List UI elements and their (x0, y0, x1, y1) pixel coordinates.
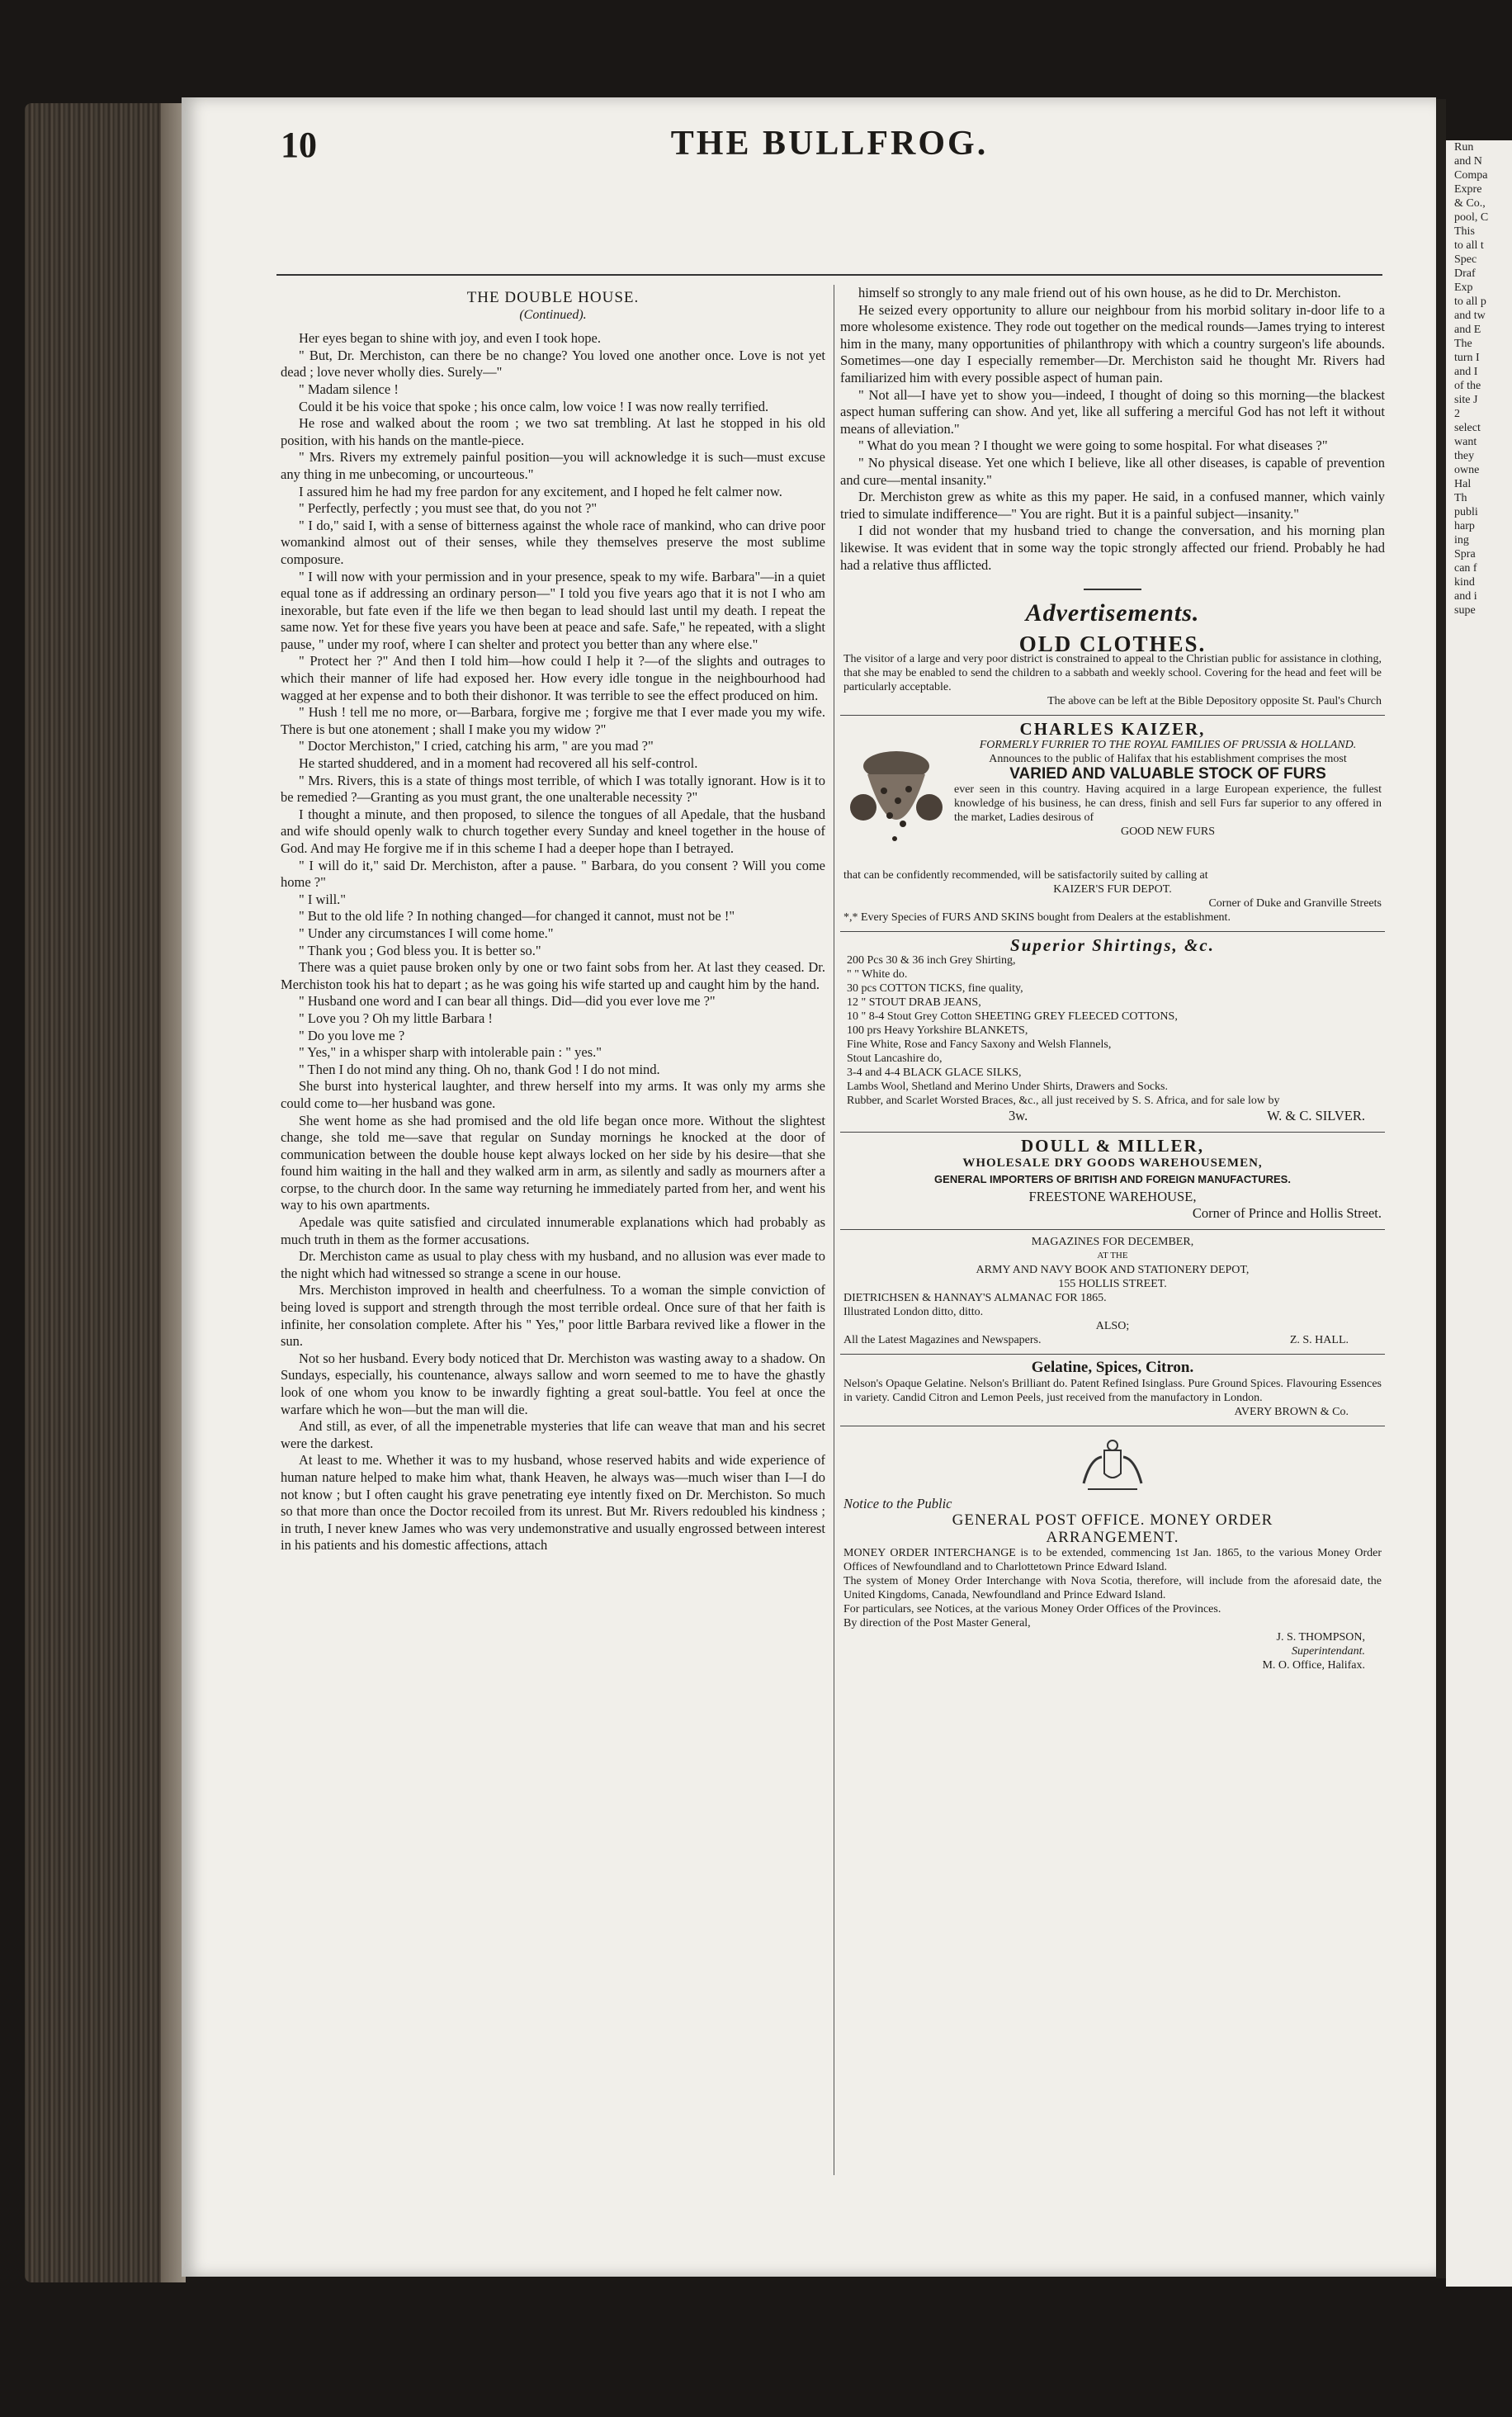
story-paragraph: Dr. Merchiston grew as white as this my paper. He said, in a confused manner, which vainly tried to simulate indifference—" You are right. But it is a painful subject—insanity." (840, 489, 1385, 522)
story-paragraph: " Doctor Merchiston," I cried, catching his arm, " are you mad ?" (299, 738, 654, 754)
story-paragraph: " Hush ! tell me no more, or—Barbara, forgive me ; forgive me that I ever made you my wife. There is but one atonement ; shall I make you my widow ?" (281, 704, 825, 737)
next-page-line: turn I (1454, 352, 1480, 364)
next-page-line: and tw (1454, 310, 1486, 322)
story-paragraph: " Husband one word and I can bear all things. Did—did you ever love me ?" (299, 993, 716, 1010)
story-paragraph: " Mrs. Rivers, this is a state of things most terrible, of which I was totally ignorant. How is it to be remedied ?—Granting as you must grant, the one unalterable necessity ?" (281, 772, 825, 806)
next-page-line: want (1454, 436, 1477, 448)
next-page-line: can f (1454, 562, 1477, 575)
story-paragraph: " Love you ? Oh my little Barbara ! (299, 1010, 493, 1026)
ad-item: 100 prs Heavy Yorkshire BLANKETS, (847, 1024, 1028, 1038)
next-page-line: Exp (1454, 281, 1473, 294)
ad-magazines (840, 1230, 1385, 1355)
story-paragraph: Could it be his voice that spoke ; his once calm, low voice ! I was now really terrified. (299, 398, 769, 414)
ad-line: WHOLESALE DRY GOODS WAREHOUSEMEN, (962, 1156, 1263, 1170)
story-paragraph: " No physical disease. Yet one which I believe, like all other diseases, is capable of prevention and cure—mental insanity." (840, 454, 1385, 488)
story-paragraph: " Protect her ?" And then I told him—how could I help it ?—of the slights and outrages to which their manner of life had exposed her. How every idle tongue in the neighbourhood had wagged at her expense and to both their dishonor. It was terrible to see the effect produced on him. (281, 653, 825, 703)
ad-title: Notice to the Public (843, 1495, 952, 1511)
ad-item-list (843, 953, 1382, 1108)
ad-item: Stout Lancashire do, (847, 1052, 943, 1066)
story-paragraph: Her eyes began to shine with joy, and even I took hope. (299, 330, 601, 347)
story-column (281, 285, 825, 1554)
next-page-line: Spra (1454, 548, 1476, 560)
ad-item: 30 pcs COTTON TICKS, fine quality, (847, 982, 1023, 996)
next-page-line: Expre (1454, 183, 1482, 196)
next-page-line: to all p (1454, 296, 1486, 308)
story-paragraph: I thought a minute, and then proposed, to silence the tongues of all Apedale, that the husband and wife should openly walk to church together every Sunday and kneel together in the house of God. And may He forgive me if in this scheme I had a deeper hope than I betrayed. (281, 806, 825, 856)
ad-item: 12 " STOUT DRAB JEANS, (847, 996, 981, 1010)
next-page-line: and I (1454, 366, 1478, 378)
story-paragraph: " I will." (299, 891, 347, 907)
next-page-line: & Co., (1454, 197, 1486, 210)
ad-line: GENERAL IMPORTERS OF BRITISH AND FOREIGN MANUFACTURES. (934, 1173, 1291, 1186)
next-page-line: publi (1454, 506, 1478, 518)
story-paragraph: At least to me. Whether it was to my husband, whose reserved habits and wide experience of human nature helped to make him what, thank Heaven, he always was—much wiser than I—I do not know ; but I often caught his grave penetrating eye intently fixed on Dr. Merchiston. So much so that more than once the Doctor recoiled from its unrest. But Mr. Rivers redoubled his kindness ; in truth, I never knew James who was very undemonstrative and usually engrossed between interest in his patients and his domestic affections, attach (281, 1452, 825, 1554)
ad-address: Corner of Duke and Granville Streets (1208, 896, 1382, 910)
ad-seller: Z. S. HALL. (1289, 1334, 1349, 1347)
story-paragraph: " Do you love me ? (299, 1027, 405, 1043)
ad-goods: GOOD NEW FURS (1120, 825, 1216, 839)
next-page-line: and N (1454, 155, 1482, 168)
ad-furs-headline: VARIED AND VALUABLE STOCK OF FURS (1009, 764, 1326, 783)
story-paragraph: " I will do it," said Dr. Merchiston, after a pause. " Barbara, do you consent ? Will you come home ?" (281, 857, 825, 891)
next-page-line: Hal (1454, 478, 1472, 490)
ad-body: The visitor of a large and very poor district is constrained to appeal to the Christian public for assistance in clothing, that she may be enabled to send the children to a sabbath and weekly school. Covering for the head and feet will be particularly acceptable. (843, 653, 1382, 694)
ad-item: 3-4 and 4-4 BLACK GLACE SILKS, (847, 1067, 1022, 1080)
ad-doull-miller (840, 1133, 1385, 1230)
ad-almanac: DIETRICHSEN & HANNAY'S ALMANAC FOR 1865. (843, 1292, 1107, 1305)
ad-gelatine (840, 1355, 1385, 1426)
next-page-line: The (1454, 338, 1472, 350)
next-page-line: Draf (1454, 267, 1476, 280)
next-page-line: Run (1454, 141, 1474, 154)
ad-paragraph: The system of Money Order Interchange with Nova Scotia, therefore, will include from the aforesaid date, the United Kingdoms, Canada, Newfoundland and Prince Edward Island. (843, 1575, 1382, 1602)
next-page-line: and E (1454, 324, 1481, 336)
ad-kaizer (840, 716, 1385, 932)
next-page-line: select (1454, 422, 1481, 434)
ad-title: CHARLES KAIZER, (1019, 719, 1206, 740)
ad-body: ever seen in this country. Having acquired in a large European experience, the fullest knowledge of his business, he can dress, finish and sell Furs far superior to any offered in the market, Ladies desirous of (954, 783, 1382, 825)
ad-title: MAGAZINES FOR DECEMBER, (1031, 1236, 1194, 1249)
royal-arms-icon (1075, 1438, 1150, 1496)
story-paragraph: I assured him he had my free pardon for any excitement, and I hoped he felt calmer now. (299, 483, 782, 499)
story-paragraph: " Perfectly, perfectly ; you must see that, do you not ?" (299, 500, 598, 517)
page-number: 10 (281, 125, 317, 165)
ad-direction: By direction of the Post Master General, (843, 1617, 1031, 1630)
story-paragraph: " But to the old life ? In nothing changed—for changed it cannot, must not be !" (299, 908, 735, 925)
story-paragraph: He seized every opportunity to allure our neighbour from his morbid solitary in-door life to a more wholesome existence. They rode out together on the medical rounds—James trying to interest him in the many, many opportunities of philanthropy with which a country surgeon's life abounds. Sometimes—one day I especially remember—Dr. Merchiston said he thought Mr. Rivers had familiarized him with every possible aspect of human pain. (840, 301, 1385, 385)
story-paragraph: " Madam silence ! (299, 381, 399, 397)
header-rule (276, 274, 1382, 276)
story-paragraph: Mrs. Merchiston improved in health and cheerfulness. To a woman the simple conviction of being loved is support and strength through the most terrible ordeal. Once sure of that her faith is infinite, her consolation complete. After his " Yes," poor little Barbara revived like a flower in the sun. (281, 1282, 825, 1350)
ad-illustrated: Illustrated London ditto, ditto. (843, 1306, 984, 1319)
story-continued: (Continued). (519, 307, 587, 322)
story-paragraph: " Mrs. Rivers my extremely painful position—you will acknowledge it is such—must excuse any thing in me unbecoming, or uncourteous." (281, 449, 825, 482)
ad-footer: *,* Every Species of FURS AND SKINS bought from Dealers at the establishment. (843, 911, 1231, 924)
story-paragraph: " Yes," in a whisper sharp with intolerable pain : " yes." (299, 1044, 602, 1061)
story-paragraph: He started shuddered, and in a moment had recovered all his self-control. (299, 755, 698, 772)
next-page-line: they (1454, 450, 1475, 462)
next-page-line: Spec (1454, 253, 1477, 266)
story-paragraph: " Thank you ; God bless you. It is better so." (299, 942, 541, 958)
story-paragraph: Apedale was quite satisfied and circulated innumerable explanations which had probably as much truth in them as the former accusations. (281, 1214, 825, 1247)
ad-depot: KAIZER'S FUR DEPOT. (1053, 882, 1172, 896)
ad-paragraph: MONEY ORDER INTERCHANGE is to be extended, commencing 1st Jan. 1865, to the various Money Order Offices of Newfoundland and to Charlottetown Prince Edward Island. (843, 1547, 1382, 1574)
ad-depot: ARMY AND NAVY BOOK AND STATIONERY DEPOT, (976, 1264, 1250, 1277)
story-paragraph: " But, Dr. Merchiston, can there be no change? You loved one another once. Love is not yet dead ; love never wholly dies. Surely—" (281, 347, 825, 381)
next-page-line: Compa (1454, 169, 1488, 182)
ad-body: Nelson's Opaque Gelatine. Nelson's Brilliant do. Patent Refined Isinglass. Pure Ground Spices. Flavouring Essences in variety. Candid Citron and Lemon Peels, just received from the manufactory in London. (843, 1377, 1382, 1404)
story-paragraph: " I will now with your permission and in your presence, speak to my wife. Barbara"—in a quiet equal tone as if addressing an ordinary person—" I told you five years ago that it is not I who am inexorable, but fate even if the life we then began to lead should last until my death. I repeat the same now. Yet for these five years you have been at peace and safe. Safe," he repeated, with a slight pause, " under my roof, where I can shelter and protect you better than any where else." (281, 568, 825, 652)
story-paragraph: " Under any circumstances I will come home." (299, 925, 554, 941)
story-paragraph: " What do you mean ? I thought we were going to some hospital. For what diseases ?" (858, 438, 1328, 454)
ad-line: ARRANGEMENT. (1046, 1528, 1179, 1546)
next-page-line: 2 (1454, 408, 1460, 420)
next-page-line: owne (1454, 464, 1480, 476)
ad-item: " " White do. (847, 968, 908, 981)
ad-also: ALSO; (1095, 1320, 1130, 1333)
ad-latest: All the Latest Magazines and Newspapers. (843, 1334, 1042, 1347)
ad-item: 10 " 8-4 Stout Grey Cotton SHEETING GREY FLEECED COTTONS, (847, 1010, 1178, 1024)
newspaper-title: THE BULLFROG. (670, 125, 989, 163)
next-page-line: pool, C (1454, 211, 1489, 224)
ad-subtitle: FORMERLY FURRIER TO THE ROYAL FAMILIES OF PRUSSIA & HOLLAND. (979, 738, 1357, 751)
ad-note: The above can be left at the Bible Depository opposite St. Paul's Church (1047, 695, 1382, 708)
ad-warehouse: FREESTONE WAREHOUSE, (1028, 1188, 1197, 1204)
ad-item: Fine White, Rose and Fancy Saxony and Welsh Flannels, (847, 1038, 1112, 1052)
story-end-rule (1084, 589, 1141, 590)
story-title: THE DOUBLE HOUSE. (466, 289, 640, 306)
advertisements-heading: Advertisements. (1025, 599, 1200, 627)
next-page-line: to all t (1454, 239, 1484, 252)
next-page-line: site J (1454, 394, 1478, 406)
ad-old-clothes (840, 631, 1385, 717)
ad-seller: AVERY BROWN & Co. (1234, 1405, 1349, 1418)
ad-at-the: AT THE (1097, 1251, 1128, 1261)
ad-announce: Announces to the public of Halifax that his establishment comprises the most (989, 752, 1347, 765)
next-page-fragment (1446, 140, 1512, 2287)
next-page-line: This (1454, 225, 1475, 238)
page-gutter (1436, 99, 1446, 2278)
next-page-line: ing (1454, 534, 1469, 546)
story-paragraph: himself so strongly to any male friend out of his own house, as he did to Dr. Merchiston. (858, 285, 1341, 300)
story-paragraph: " Then I do not mind any thing. Oh no, thank God ! I do not mind. (299, 1061, 660, 1077)
story-paragraph: She burst into hysterical laughter, and threw herself into my arms. It was only my arms she could come to—her husband was gone. (281, 1078, 825, 1111)
ad-address: Corner of Prince and Hollis Street. (1192, 1205, 1382, 1222)
story-paragraph: I did not wonder that my husband tried to change the conversation, and his morning plan likewise. It was evident that in some way the topic strongly affected our friend. Probably he had had a relative thus afflicted. (840, 523, 1385, 573)
ad-title: DOULL & MILLER, (1021, 1136, 1204, 1156)
ad-shirtings (840, 932, 1385, 1133)
ad-seller: W. & C. SILVER. (1267, 1108, 1365, 1124)
story-paragraph: " Not all—I have yet to show you—indeed, I thought of doing so this morning—the blackest aspect human suffering can show. And yet, like all suffering a merciful God has not left it without means of alleviation." (840, 386, 1385, 437)
story-paragraph: Dr. Merchiston came as usual to play chess with my husband, and no allusion was ever made to the night which had witnessed so strange a scene in our house. (281, 1248, 825, 1281)
story-text-left (281, 330, 825, 1554)
story-paragraph: Not so her husband. Every body noticed that Dr. Merchiston was wasting away to a shadow. On Sundays, especially, his countenance, always sallow and worn seemed to me to have the ghastly look of one whom you know to be inwardly fighting a great soul-battle. You feel at once the warfare which he won—but the man will die. (281, 1350, 825, 1417)
ad-title: Gelatine, Spices, Citron. (1031, 1359, 1194, 1377)
next-page-line: and i (1454, 590, 1477, 603)
ad-item: Rubber, and Scarlet Worsted Braces, &c., all just received by S. S. Africa, and for sale low by (847, 1095, 1280, 1108)
ad-duration: 3w. (1009, 1108, 1028, 1124)
right-column (840, 285, 1385, 1677)
story-paragraph: " I do," said I, with a sense of bitterness against the whole race of mankind, who can drive poor womankind almost out of their senses, while they themselves preserve the most sublime composure. (281, 517, 825, 567)
book-spine (25, 103, 186, 2282)
next-page-line: supe (1454, 604, 1476, 617)
ad-title: OLD CLOTHES. (1018, 631, 1207, 656)
story-paragraph: There was a quiet pause broken only by one or two faint sobs from her. At last they ceased. Dr. Merchiston took his hat to depart ; as he was going his wife started up and caught him by the hand. (281, 959, 825, 992)
ad-paragraph: For particulars, see Notices, at the various Money Order Offices of the Provinces. (843, 1603, 1221, 1616)
ad-notice (840, 1426, 1385, 1678)
story-text-right (840, 285, 1385, 574)
next-page-line: Th (1454, 492, 1467, 504)
ad-signature-role: Superintendant. (1291, 1645, 1365, 1658)
ad-body-2: that can be confidently recommended, will be satisfactorily suited by calling at (843, 868, 1208, 882)
ad-signature-office: M. O. Office, Halifax. (1262, 1659, 1365, 1672)
next-page-line: harp (1454, 520, 1475, 532)
story-paragraph: She went home as she had promised and the old life began once more. Without the slightest change, she told me—save that regular on Sunday mornings he knocked at the door of communication between the double house kept always locked on her side by his desire—that she found him waiting in the hall and they walked arm in arm, as silently and sadly as mourners after a corpse, to the church door. In the same way returning he immediately parted from her, and went his way to his own apartments. (281, 1112, 825, 1213)
ad-signature-name: J. S. THOMPSON, (1276, 1631, 1365, 1644)
story-paragraph: He rose and walked about the room ; we two sat trembling. At last he stopped in his old position, with his hands on the mantle-piece. (281, 415, 825, 448)
ad-line: GENERAL POST OFFICE. MONEY ORDER (952, 1511, 1273, 1530)
fur-illustration-icon (847, 741, 946, 865)
ad-title: Superior Shirtings, &c. (1010, 934, 1215, 955)
ad-item: 200 Pcs 30 & 36 inch Grey Shirting, (847, 954, 1016, 967)
story-paragraph: And still, as ever, of all the impenetrable mysteries that life can weave that man and his secret were the darkest. (281, 1418, 825, 1451)
ad-street: 155 HOLLIS STREET. (1058, 1278, 1167, 1291)
next-page-line: of the (1454, 380, 1481, 392)
page-header (281, 124, 1378, 173)
next-page-line: kind (1454, 576, 1475, 589)
ad-item: Lambs Wool, Shetland and Merino Under Shirts, Drawers and Socks. (847, 1081, 1168, 1094)
